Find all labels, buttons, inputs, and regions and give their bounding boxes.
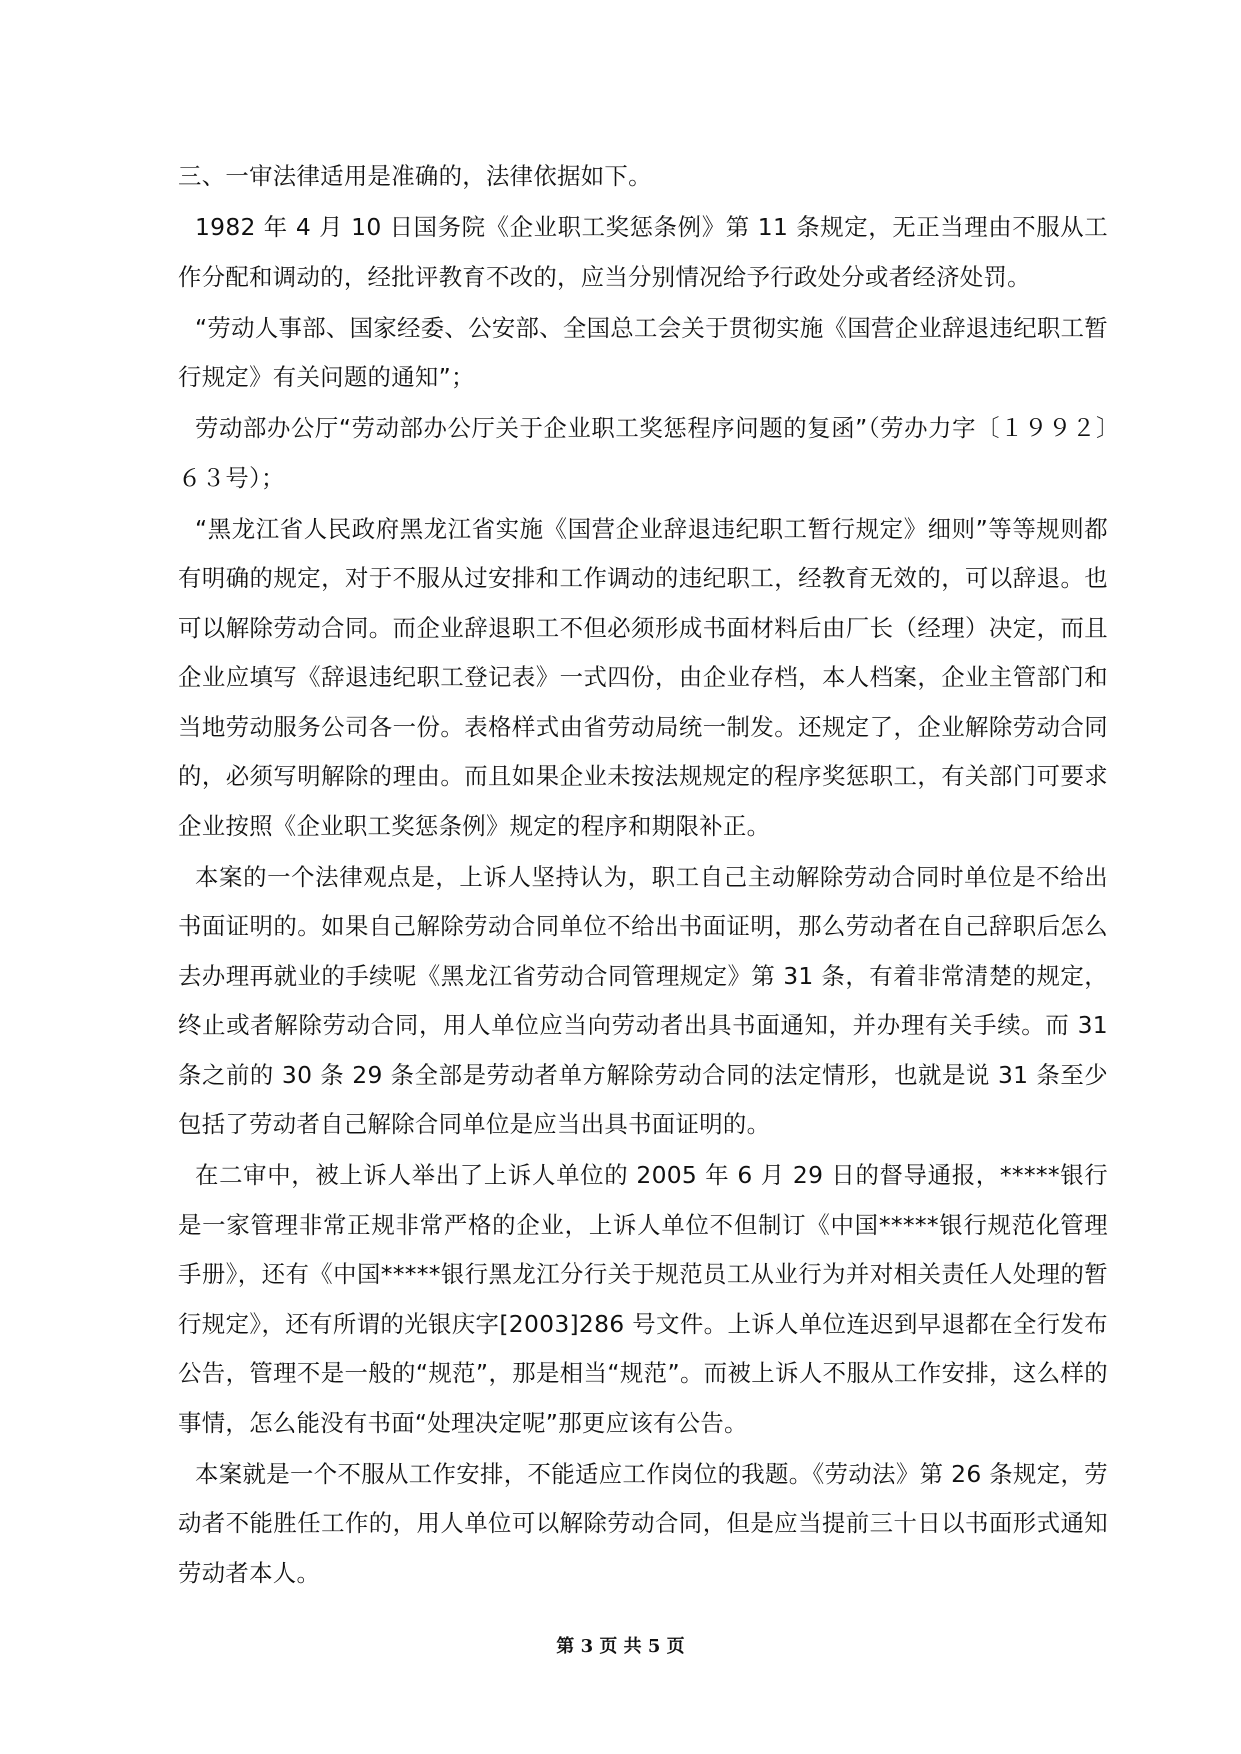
paragraph-labor-law: 本案就是一个不服从工作安排，不能适应工作岗位的我题。《劳动法》第 26 条规定，劳动者不能胜任工作的，用人单位可以解除劳动合同，但是应当提前三十日以书面形式通知劳动者本人。 xyxy=(178,1459,1108,1587)
paragraph-legal-viewpoint: 本案的一个法律观点是，上诉人坚持认为，职工自己主动解除劳动合同时单位是不给出书面证明的。如果自己解除劳动合同单位不给出书面证明，那么劳动者在自己辞职后怎么去办理再就业的手续呢《黑龙江省劳动合同管理规定》第 31 条，有着非常清楚的规定，终止或者解除劳动合同，用人单位应当向劳动者出具书面通知，并办理有关手续。而 31 条之前的 30 条 29 条全部是劳动者单方解除劳动合同的法定情形，也就是说 31 条至少包括了劳动者自己解除合同单位是应当出具书面证明的。 xyxy=(178,862,1108,1138)
section-heading: 三、一审法律适用是准确的，法律依据如下。 xyxy=(178,162,652,190)
page-footer: 第 3 页 共 5 页 xyxy=(556,1636,685,1657)
document-body xyxy=(178,152,1108,1600)
paragraph-regulation-1982: 1982 年 4 月 10 日国务院《企业职工奖惩条例》第 11 条规定，无正当理由不服从工作分配和调动的，经批评教育不改的，应当分别情况给予行政处分或者经济处罚。 xyxy=(178,213,1108,291)
paragraph-second-instance: 在二审中，被上诉人举出了上诉人单位的 2005 年 6 月 29 日的督导通报，*****银行是一家管理非常正规非常严格的企业，上诉人单位不但制订《中国*****银行规范化管理手册》，还有《中国*****银行黑龙江分行关于规范员工从业行为并对相关责任人处理的暂行规定》，还有所谓的光银庆字[2003]286 号文件。上诉人单位连迟到早退都在全行发布公告，管理不是一般的“规范”，那是相当“规范”。而被上诉人不服从工作安排，这么样的事情，怎么能没有书面“处理决定呢”那更应该有公告。 xyxy=(178,1161,1108,1437)
paragraph-heilongjiang-rules: “黑龙江省人民政府黑龙江省实施《国营企业辞退违纪职工暂行规定》细则”等等规则都有明确的规定，对于不服从过安排和工作调动的违纪职工，经教育无效的，可以辞退。也可以解除劳动合同。而企业辞退职工不但必须形成书面材料后由厂长（经理）决定，而且企业应填写《辞退违纪职工登记表》一式四份，由企业存档，本人档案，企业主管部门和当地劳动服务公司各一份。表格样式由省劳动局统一制发。还规定了，企业解除劳动合同的，必须写明解除的理由。而且如果企业未按法规规定的程序奖惩职工，有关部门可要求企业按照《企业职工奖惩条例》规定的程序和期限补正。 xyxy=(178,514,1108,840)
paragraph-notice: “劳动人事部、国家经委、公安部、全国总工会关于贯彻实施《国营企业辞退违纪职工暂行规定》有关问题的通知”； xyxy=(178,313,1108,391)
paragraph-reply-letter: 劳动部办公厅“劳动部办公厅关于企业职工奖惩程序问题的复函”（劳办力字〔１９９２〕６３号）； xyxy=(178,414,1108,492)
